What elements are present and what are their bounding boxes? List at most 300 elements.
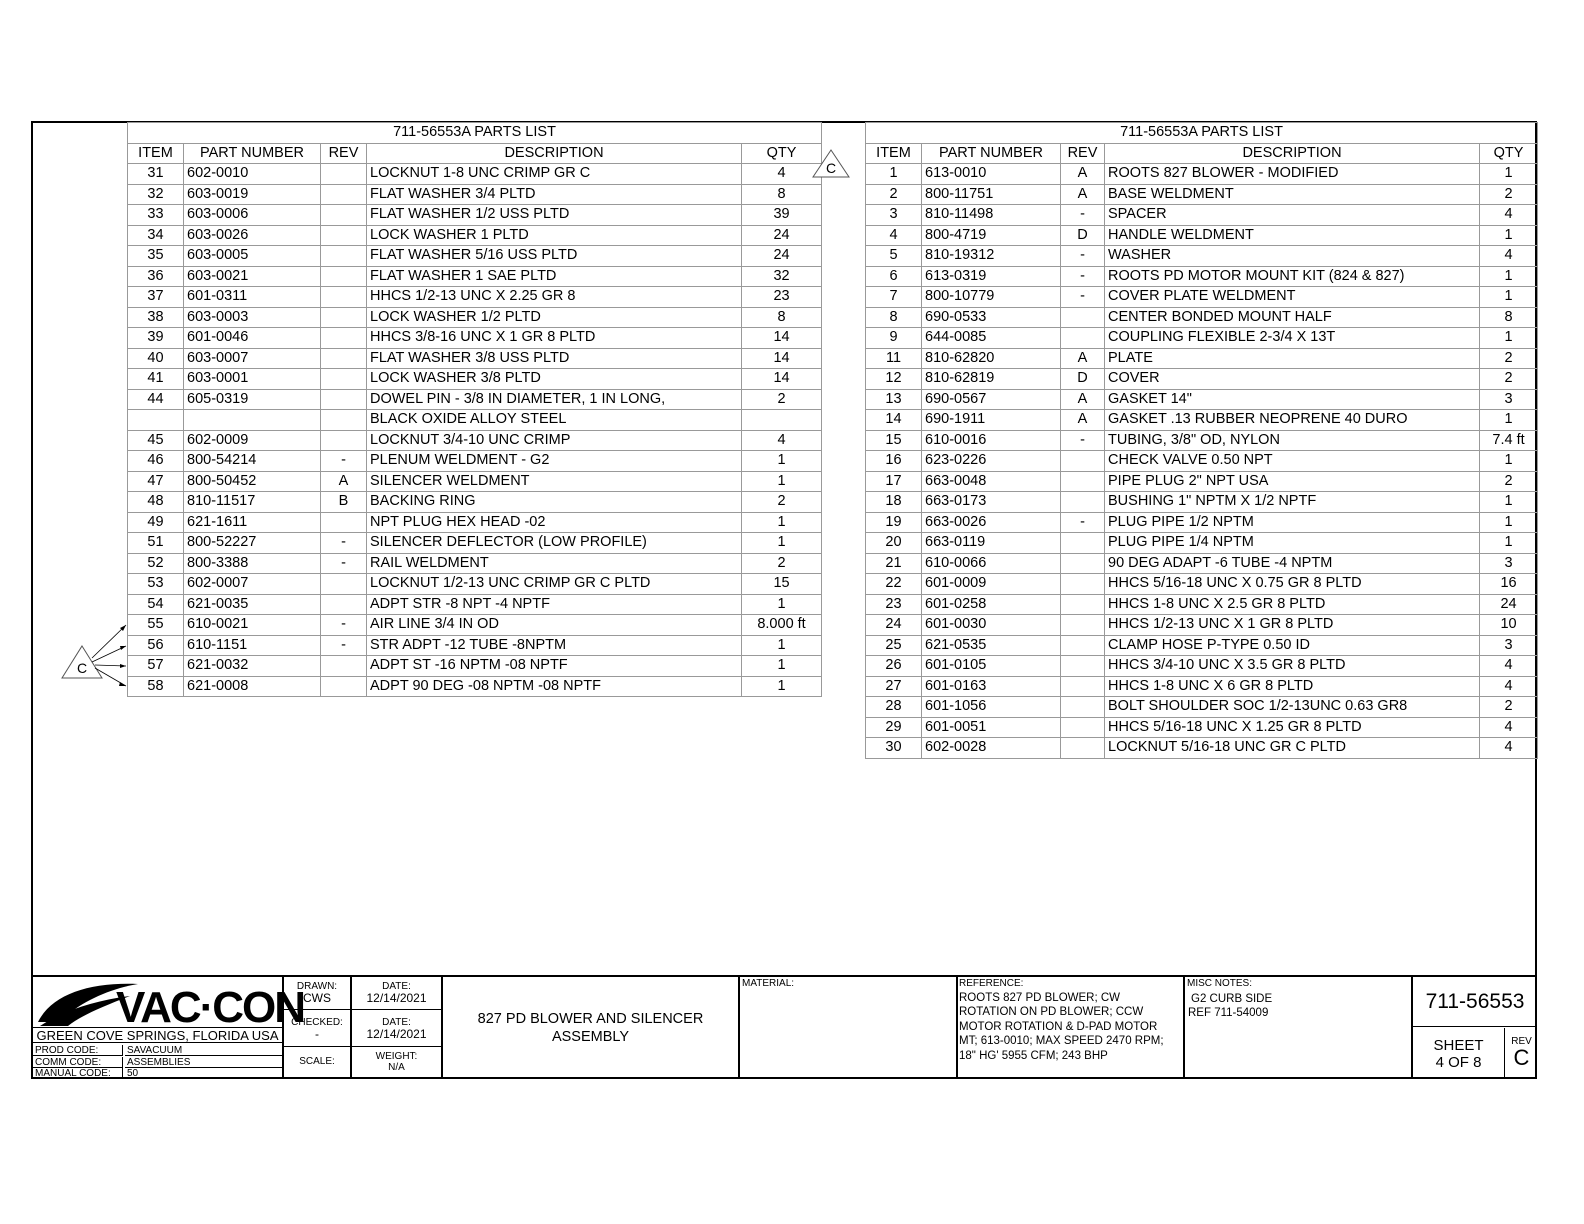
part-number-cell: 601-0046 (184, 328, 321, 349)
item-cell: 49 (128, 512, 184, 533)
checked-date: 12/14/2021 (366, 1027, 427, 1041)
description-cell: ADPT 90 DEG -08 NPTM -08 NPTF (367, 676, 742, 697)
part-number-cell: 601-0009 (922, 574, 1061, 595)
rev-cell: A (1061, 389, 1105, 410)
table-row (866, 287, 1538, 308)
item-cell: 25 (866, 635, 922, 656)
qty-cell: 2 (742, 553, 822, 574)
rev-cell: A (1061, 164, 1105, 185)
rev-cell: - (1061, 246, 1105, 267)
item-cell: 46 (128, 451, 184, 472)
item-cell: 20 (866, 533, 922, 554)
item-cell: 22 (866, 574, 922, 595)
qty-cell: 1 (742, 512, 822, 533)
rev-cell: - (1061, 287, 1105, 308)
reference-line: 18" HG' 5955 CFM; 243 BHP (959, 1049, 1108, 1062)
table-row (866, 492, 1538, 513)
description-cell: ROOTS 827 BLOWER - MODIFIED (1105, 164, 1480, 185)
item-cell: 12 (866, 369, 922, 390)
description-cell: PLUG PIPE 1/2 NPTM (1105, 512, 1480, 533)
table-row (866, 164, 1538, 185)
description-cell: FLAT WASHER 1 SAE PLTD (367, 266, 742, 287)
item-cell: 28 (866, 697, 922, 718)
table-row (128, 594, 822, 615)
rev-label: REV (1511, 1036, 1532, 1047)
part-number-cell: 605-0319 (184, 389, 321, 410)
table-row (128, 184, 822, 205)
table-row (128, 553, 822, 574)
item-cell: 54 (128, 594, 184, 615)
rev-cell (321, 205, 367, 226)
qty-cell: 15 (742, 574, 822, 595)
description-cell: PIPE PLUG 2" NPT USA (1105, 471, 1480, 492)
description-cell: DOWEL PIN - 3/8 IN DIAMETER, 1 IN LONG, (367, 389, 742, 410)
qty-cell: 3 (1480, 389, 1538, 410)
description-cell: LOCK WASHER 1/2 PLTD (367, 307, 742, 328)
description-cell: 90 DEG ADAPT -6 TUBE -4 NPTM (1105, 553, 1480, 574)
part-number-cell: 603-0006 (184, 205, 321, 226)
description-cell: SILENCER WELDMENT (367, 471, 742, 492)
item-cell: 57 (128, 656, 184, 677)
item-cell: 44 (128, 389, 184, 410)
item-cell: 40 (128, 348, 184, 369)
table-row (128, 287, 822, 308)
weight-label: WEIGHT: (375, 1051, 418, 1062)
item-cell: 38 (128, 307, 184, 328)
item-cell: 19 (866, 512, 922, 533)
item-cell: 29 (866, 717, 922, 738)
qty-cell: 4 (742, 430, 822, 451)
part-number-cell: 690-0567 (922, 389, 1061, 410)
rev-cell (321, 430, 367, 451)
item-cell: 47 (128, 471, 184, 492)
item-cell (128, 410, 184, 431)
item-cell: 18 (866, 492, 922, 513)
qty-cell: 14 (742, 369, 822, 390)
rev-cell (1061, 717, 1105, 738)
checked-label: CHECKED: (291, 1017, 343, 1028)
vac-con-logo (34, 978, 305, 1032)
column-header: REV (321, 143, 367, 164)
qty-cell: 39 (742, 205, 822, 226)
part-number-cell: 610-0066 (922, 553, 1061, 574)
table-row (128, 656, 822, 677)
description-cell: HHCS 1-8 UNC X 6 GR 8 PLTD (1105, 676, 1480, 697)
sheet-label: SHEET (1433, 1037, 1484, 1054)
part-number-cell: 623-0226 (922, 451, 1061, 472)
description-cell: LOCKNUT 3/4-10 UNC CRIMP (367, 430, 742, 451)
material-label: MATERIAL: (742, 978, 795, 989)
rev-cell (321, 287, 367, 308)
rev-cell (1061, 307, 1105, 328)
part-number-cell: 602-0010 (184, 164, 321, 185)
table-row (128, 246, 822, 267)
part-number-cell: 610-1151 (184, 635, 321, 656)
table-row (866, 225, 1538, 246)
part-number-cell: 621-0032 (184, 656, 321, 677)
rev-cell (1061, 697, 1105, 718)
table-row (866, 246, 1538, 267)
reference-notes (959, 991, 1183, 1063)
description-cell: HHCS 1/2-13 UNC X 2.25 GR 8 (367, 287, 742, 308)
logo-text: VAC·CON (116, 983, 305, 1032)
rev-cell (1061, 615, 1105, 636)
description-cell: GASKET 14" (1105, 389, 1480, 410)
qty-cell: 24 (1480, 594, 1538, 615)
table-row (128, 615, 822, 636)
rev-cell (321, 389, 367, 410)
qty-cell: 4 (1480, 676, 1538, 697)
rev-cell (1061, 471, 1105, 492)
drawing-number: 711-56553 (1413, 976, 1537, 1027)
qty-cell: 2 (1480, 184, 1538, 205)
qty-cell: 10 (1480, 615, 1538, 636)
item-cell: 41 (128, 369, 184, 390)
table-row (128, 574, 822, 595)
sheet-number: 4 OF 8 (1435, 1054, 1482, 1071)
manual-code-label: MANUAL CODE: (33, 1068, 123, 1079)
part-number-cell: 613-0010 (922, 164, 1061, 185)
rev-cell (321, 348, 367, 369)
table-row (128, 328, 822, 349)
item-cell: 7 (866, 287, 922, 308)
table-row (866, 533, 1538, 554)
qty-cell: 3 (1480, 635, 1538, 656)
parts-list-right (865, 122, 1538, 759)
comm-code-label: COMM CODE: (33, 1057, 123, 1068)
part-number-cell: 602-0007 (184, 574, 321, 595)
table-row (128, 369, 822, 390)
rev-cell (321, 328, 367, 349)
table-row (866, 717, 1538, 738)
description-cell: CENTER BONDED MOUNT HALF (1105, 307, 1480, 328)
column-header: DESCRIPTION (1105, 143, 1480, 164)
part-number-cell: 601-0163 (922, 676, 1061, 697)
description-cell: BUSHING 1" NPTM X 1/2 NPTF (1105, 492, 1480, 513)
qty-cell: 24 (742, 246, 822, 267)
table-row (866, 697, 1538, 718)
qty-cell: 8 (742, 184, 822, 205)
qty-cell: 3 (1480, 553, 1538, 574)
misc-note-line: G2 CURB SIDE (1191, 993, 1273, 1005)
column-header: DESCRIPTION (367, 143, 742, 164)
table-row (866, 348, 1538, 369)
manual-code-value: 50 (127, 1068, 139, 1079)
item-cell: 17 (866, 471, 922, 492)
qty-cell: 2 (1480, 471, 1538, 492)
description-cell: CHECK VALVE 0.50 NPT (1105, 451, 1480, 472)
part-number-cell: 621-1611 (184, 512, 321, 533)
description-cell: PLENUM WELDMENT - G2 (367, 451, 742, 472)
scale-label: SCALE: (299, 1056, 335, 1067)
table-row (866, 553, 1538, 574)
description-cell: GASKET .13 RUBBER NEOPRENE 40 DURO (1105, 410, 1480, 431)
rev-cell (321, 246, 367, 267)
table-row (128, 225, 822, 246)
description-cell: LOCKNUT 1/2-13 UNC CRIMP GR C PLTD (367, 574, 742, 595)
qty-cell: 14 (742, 348, 822, 369)
revision-flag-top (812, 148, 852, 180)
description-cell: STR ADPT -12 TUBE -8NPTM (367, 635, 742, 656)
item-cell: 32 (128, 184, 184, 205)
description-cell: HHCS 5/16-18 UNC X 0.75 GR 8 PLTD (1105, 574, 1480, 595)
item-cell: 55 (128, 615, 184, 636)
qty-cell: 1 (1480, 164, 1538, 185)
part-number-cell: 800-52227 (184, 533, 321, 554)
part-number-cell: 810-11517 (184, 492, 321, 513)
reference-line: MT; 613-0010; MAX SPEED 2470 RPM; (959, 1035, 1164, 1048)
item-cell: 58 (128, 676, 184, 697)
qty-cell: 1 (1480, 451, 1538, 472)
table-row (866, 451, 1538, 472)
table-row (128, 533, 822, 554)
rev-cell (1061, 574, 1105, 595)
revision-flag-left (60, 618, 132, 690)
description-cell: FLAT WASHER 3/4 PLTD (367, 184, 742, 205)
rev-cell: - (321, 451, 367, 472)
qty-cell: 16 (1480, 574, 1538, 595)
table-row (128, 451, 822, 472)
item-cell: 6 (866, 266, 922, 287)
description-cell: BOLT SHOULDER SOC 1/2-13UNC 0.63 GR8 (1105, 697, 1480, 718)
item-cell: 35 (128, 246, 184, 267)
part-number-cell: 601-0311 (184, 287, 321, 308)
table-row (866, 410, 1538, 431)
part-number-cell: 621-0008 (184, 676, 321, 697)
table-row (866, 389, 1538, 410)
revision-flag-letter: C (825, 160, 837, 176)
table-row (128, 430, 822, 451)
description-cell: SILENCER DEFLECTOR (LOW PROFILE) (367, 533, 742, 554)
qty-cell: 4 (1480, 717, 1538, 738)
qty-cell: 1 (1480, 225, 1538, 246)
description-cell: RAIL WELDMENT (367, 553, 742, 574)
table-row (866, 471, 1538, 492)
qty-cell: 8.000 ft (742, 615, 822, 636)
qty-cell: 1 (742, 676, 822, 697)
table-row (128, 471, 822, 492)
qty-cell: 7.4 ft (1480, 430, 1538, 451)
column-header: REV (1061, 143, 1105, 164)
table-row (866, 205, 1538, 226)
description-cell: ADPT STR -8 NPT -4 NPTF (367, 594, 742, 615)
item-cell: 14 (866, 410, 922, 431)
rev-cell (321, 656, 367, 677)
table-row (128, 512, 822, 533)
table-row (866, 594, 1538, 615)
part-number-cell: 603-0007 (184, 348, 321, 369)
table-row (866, 512, 1538, 533)
part-number-cell: 603-0003 (184, 307, 321, 328)
part-number-cell: 601-0105 (922, 656, 1061, 677)
drawn-label: DRAWN: (296, 981, 338, 992)
item-cell: 16 (866, 451, 922, 472)
description-cell: BLACK OXIDE ALLOY STEEL (367, 410, 742, 431)
description-cell: HHCS 5/16-18 UNC X 1.25 GR 8 PLTD (1105, 717, 1480, 738)
rev-cell: - (1061, 512, 1105, 533)
part-number-cell: 800-11751 (922, 184, 1061, 205)
table-row (866, 328, 1538, 349)
description-cell: TUBING, 3/8" OD, NYLON (1105, 430, 1480, 451)
description-cell: ROOTS PD MOTOR MOUNT KIT (824 & 827) (1105, 266, 1480, 287)
part-number-cell: 601-0051 (922, 717, 1061, 738)
table-row (866, 676, 1538, 697)
part-number-cell: 603-0026 (184, 225, 321, 246)
description-cell: HHCS 1/2-13 UNC X 1 GR 8 PLTD (1105, 615, 1480, 636)
rev-cell: A (1061, 184, 1105, 205)
part-number-cell: 810-62819 (922, 369, 1061, 390)
rev-cell (321, 410, 367, 431)
part-number-cell (184, 410, 321, 431)
qty-cell: 1 (742, 656, 822, 677)
qty-cell: 1 (1480, 266, 1538, 287)
column-header: PART NUMBER (184, 143, 321, 164)
qty-cell: 1 (742, 451, 822, 472)
checked-by: - (315, 1027, 319, 1041)
part-number-cell: 601-1056 (922, 697, 1061, 718)
part-number-cell: 621-0535 (922, 635, 1061, 656)
column-header: QTY (1480, 143, 1538, 164)
part-number-cell: 603-0021 (184, 266, 321, 287)
description-cell: CLAMP HOSE P-TYPE 0.50 ID (1105, 635, 1480, 656)
date-label: DATE: (382, 1017, 411, 1028)
column-header: ITEM (866, 143, 922, 164)
rev-cell (321, 266, 367, 287)
reference-line: ROOTS 827 PD BLOWER; CW (959, 992, 1121, 1004)
part-number-cell: 800-54214 (184, 451, 321, 472)
part-number-cell: 610-0016 (922, 430, 1061, 451)
description-cell: LOCKNUT 5/16-18 UNC GR C PLTD (1105, 738, 1480, 759)
table-row (866, 574, 1538, 595)
qty-cell: 1 (1480, 328, 1538, 349)
qty-cell: 2 (1480, 369, 1538, 390)
parts-list-left (127, 122, 822, 697)
item-cell: 3 (866, 205, 922, 226)
parts-list-title: 711-56553A PARTS LIST (128, 123, 822, 144)
item-cell: 48 (128, 492, 184, 513)
table-row (128, 492, 822, 513)
description-cell: HANDLE WELDMENT (1105, 225, 1480, 246)
item-cell: 2 (866, 184, 922, 205)
part-number-cell: 601-0030 (922, 615, 1061, 636)
item-cell: 21 (866, 553, 922, 574)
prod-code-value: SAVACUUM (125, 1045, 282, 1056)
rev-cell (1061, 553, 1105, 574)
rev-cell: A (1061, 348, 1105, 369)
column-header: PART NUMBER (922, 143, 1061, 164)
qty-cell: 1 (742, 533, 822, 554)
item-cell: 4 (866, 225, 922, 246)
item-cell: 26 (866, 656, 922, 677)
description-cell: BACKING RING (367, 492, 742, 513)
item-cell: 31 (128, 164, 184, 185)
rev-cell: B (321, 492, 367, 513)
rev-cell (321, 184, 367, 205)
part-number-cell: 810-62820 (922, 348, 1061, 369)
qty-cell: 4 (1480, 656, 1538, 677)
part-number-cell: 603-0005 (184, 246, 321, 267)
drawn-by: CWS (303, 991, 331, 1005)
rev-cell (321, 676, 367, 697)
table-row (866, 615, 1538, 636)
rev-cell: D (1061, 369, 1105, 390)
item-cell: 56 (128, 635, 184, 656)
item-cell: 13 (866, 389, 922, 410)
table-row (128, 410, 822, 431)
column-header: ITEM (128, 143, 184, 164)
item-cell: 5 (866, 246, 922, 267)
rev-cell (321, 369, 367, 390)
qty-cell: 2 (1480, 348, 1538, 369)
table-row (866, 369, 1538, 390)
rev-cell: D (1061, 225, 1105, 246)
description-cell: NPT PLUG HEX HEAD -02 (367, 512, 742, 533)
part-number-cell: 800-4719 (922, 225, 1061, 246)
description-cell: LOCK WASHER 1 PLTD (367, 225, 742, 246)
part-number-cell: 613-0319 (922, 266, 1061, 287)
table-row (128, 205, 822, 226)
table-row (866, 656, 1538, 677)
description-cell: LOCKNUT 1-8 UNC CRIMP GR C (367, 164, 742, 185)
item-cell: 11 (866, 348, 922, 369)
rev-cell: - (321, 635, 367, 656)
item-cell: 53 (128, 574, 184, 595)
rev-cell (321, 512, 367, 533)
qty-cell: 1 (1480, 410, 1538, 431)
description-cell: HHCS 1-8 UNC X 2.5 GR 8 PLTD (1105, 594, 1480, 615)
item-cell: 15 (866, 430, 922, 451)
rev-cell (321, 594, 367, 615)
part-number-cell: 621-0035 (184, 594, 321, 615)
description-cell: PLATE (1105, 348, 1480, 369)
rev-cell: A (321, 471, 367, 492)
company-location: GREEN COVE SPRINGS, FLORIDA USA (33, 1027, 282, 1043)
part-number-cell: 602-0028 (922, 738, 1061, 759)
parts-list-title: 711-56553A PARTS LIST (866, 123, 1538, 144)
rev-cell (321, 574, 367, 595)
rev-cell (1061, 738, 1105, 759)
item-cell: 8 (866, 307, 922, 328)
table-row (128, 635, 822, 656)
qty-cell: 14 (742, 328, 822, 349)
weight-value: N/A (388, 1062, 405, 1073)
description-cell: ADPT ST -16 NPTM -08 NPTF (367, 656, 742, 677)
part-number-cell: 810-19312 (922, 246, 1061, 267)
table-row (128, 164, 822, 185)
item-cell: 33 (128, 205, 184, 226)
part-number-cell: 602-0009 (184, 430, 321, 451)
item-cell: 37 (128, 287, 184, 308)
description-cell: SPACER (1105, 205, 1480, 226)
item-cell: 30 (866, 738, 922, 759)
description-cell: HHCS 3/8-16 UNC X 1 GR 8 PLTD (367, 328, 742, 349)
description-cell: FLAT WASHER 1/2 USS PLTD (367, 205, 742, 226)
description-cell: AIR LINE 3/4 IN OD (367, 615, 742, 636)
qty-cell: 4 (1480, 205, 1538, 226)
description-cell: BASE WELDMENT (1105, 184, 1480, 205)
part-number-cell: 663-0026 (922, 512, 1061, 533)
rev-cell (1061, 656, 1105, 677)
rev-cell: - (321, 553, 367, 574)
rev-cell: - (321, 533, 367, 554)
table-row (866, 307, 1538, 328)
qty-cell: 1 (1480, 512, 1538, 533)
table-row (866, 738, 1538, 759)
qty-cell: 1 (742, 471, 822, 492)
part-number-cell: 690-0533 (922, 307, 1061, 328)
description-cell: COVER PLATE WELDMENT (1105, 287, 1480, 308)
comm-code-value: ASSEMBLIES (125, 1057, 282, 1068)
